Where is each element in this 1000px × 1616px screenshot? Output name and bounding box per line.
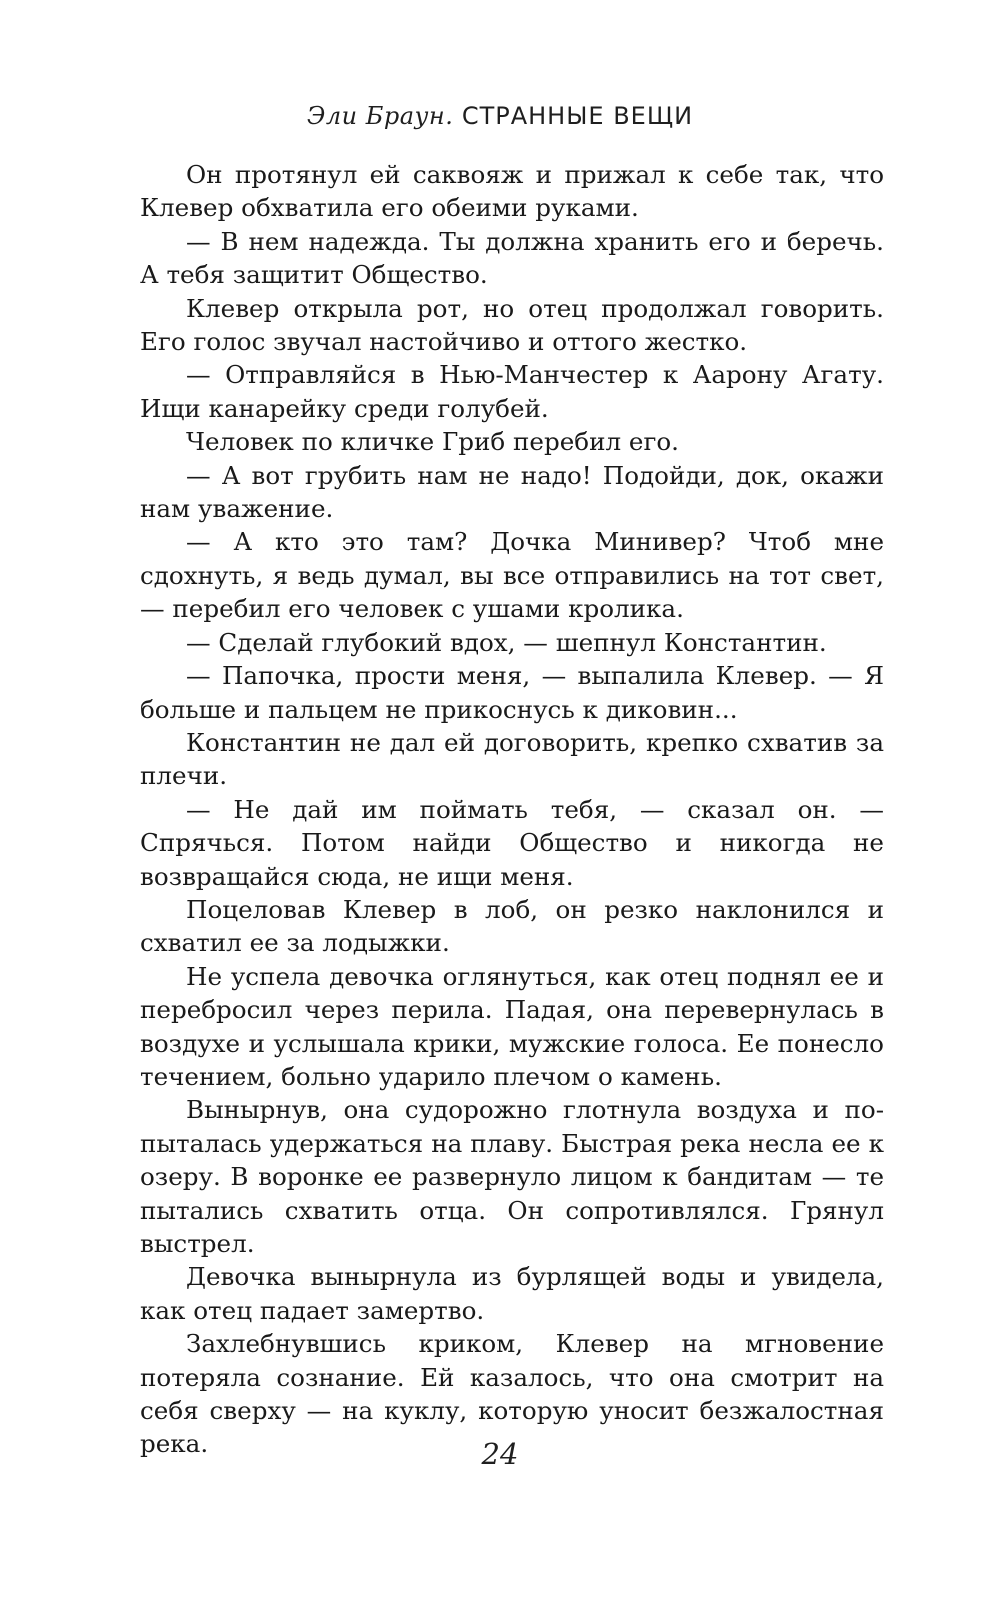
body-text [140,158,884,1461]
paragraph: — Сделай глубокий вдох, — шепнул Константин. [186,627,827,657]
paragraph: — Отправляйся в Нью-Манчестер к Аарону Агату. Ищи канарейку среди голубей. [140,360,884,423]
paragraph: — А кто это там? Дочка Минивер? Чтоб мне сдохнуть, я ведь думал, вы все отправились на тот свет, — перебил его человек с ушами кролика. [140,527,884,624]
running-head-book-title: СТРАННЫЕ ВЕЩИ [461,102,694,130]
paragraph: Захлебнувшись криком, Клевер на мгновение потеряла сознание. Ей казалось, что она смотрит на себя сверху — на куклу, которую уносит безжалостная река. [140,1329,884,1459]
paragraph: — В нем надежда. Ты должна хранить его и беречь. А тебя защитит Общество. [140,226,884,290]
paragraph: Поцеловав Клевер в лоб, он резко наклонился и схватил ее за лодыжки. [140,894,884,958]
paragraph: — А вот грубить нам не надо! Подойди, док, окажи нам уважение. [140,460,884,524]
running-head [0,101,1000,130]
paragraph: Константин не дал ей договорить, крепко схватив за плечи. [140,727,884,791]
paragraph: — Не дай им поймать тебя, — сказал он. — Спрячься. Потом найди Общество и никогда не возвращайся сюда, не ищи меня. [140,794,884,891]
paragraph: Вынырнув, она судорожно глотнула воздуха и попыталась удержаться на плаву. Быстрая река несла ее к озеру. В воронке ее развернуло лицом к бандитам — те пытались схватить отца. Он сопротивлялся. Грянул выстрел. [140,1095,884,1258]
paragraph: Он протянул ей саквояж и прижал к себе так, что Клевер обхватила его обеими руками. [140,160,884,223]
paragraph: Человек по кличке Гриб перебил его. [186,427,679,457]
paragraph: Не успела девочка оглянуться, как отец поднял ее и перебросил через перила. Падая, она перевернулась в воздухе и услышала крики, мужские голоса. Ее понесло течением, больно ударило плечом о камень. [140,961,884,1091]
running-head-author: Эли Браун. [306,102,454,130]
paragraph: Девочка вынырнула из бурлящей воды и увидела, как отец падает замертво. [140,1262,884,1325]
page-number: 24 [481,1437,519,1471]
paragraph: Клевер открыла рот, но отец продолжал говорить. Его голос звучал настойчиво и оттого жестко. [140,293,884,357]
paragraph: — Папочка, прости меня, — выпалила Клевер. — Я больше и пальцем не прикоснусь к диковин... [140,661,884,724]
